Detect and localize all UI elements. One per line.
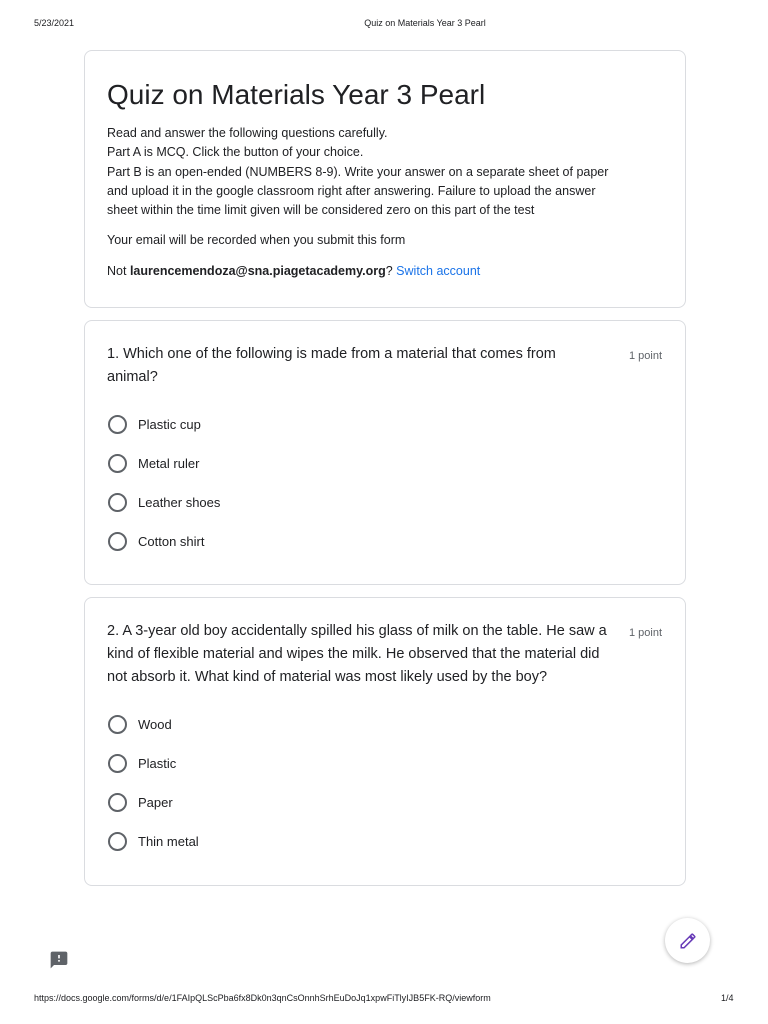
option-thin-metal[interactable] bbox=[107, 822, 663, 861]
switch-account-link[interactable]: Switch account bbox=[396, 264, 481, 279]
radio-button[interactable] bbox=[108, 832, 127, 851]
description-line: and upload it in the google classroom right after answering. Failure to upload the answer bbox=[107, 183, 596, 198]
option-metal-ruler[interactable] bbox=[107, 444, 663, 483]
option-label: Wood bbox=[138, 717, 172, 732]
option-label: Cotton shirt bbox=[138, 534, 205, 549]
page-number: 1/4 bbox=[721, 993, 734, 1003]
option-cotton-shirt[interactable] bbox=[107, 522, 663, 561]
option-plastic[interactable] bbox=[107, 744, 663, 783]
print-url: https://docs.google.com/forms/d/e/1FAIpQLScPba6fx8Dk0n3qnCsOnnhSrhEuDoJq1xpwFiTlyIJB5FK-RQ/viewform bbox=[34, 993, 491, 1003]
options-list bbox=[107, 705, 663, 861]
question-card-1 bbox=[84, 320, 686, 585]
option-label: Plastic cup bbox=[138, 417, 201, 432]
option-wood[interactable] bbox=[107, 705, 663, 744]
option-label: Leather shoes bbox=[138, 495, 221, 510]
print-header bbox=[0, 18, 768, 32]
option-label: Plastic bbox=[138, 756, 177, 771]
radio-button[interactable] bbox=[108, 793, 127, 812]
pencil-icon bbox=[679, 932, 697, 950]
radio-button[interactable] bbox=[108, 532, 127, 551]
print-date: 5/23/2021 bbox=[34, 18, 75, 28]
form-title: Quiz on Materials Year 3 Pearl bbox=[107, 79, 486, 110]
radio-button[interactable] bbox=[108, 454, 127, 473]
description-line: Part A is MCQ. Click the button of your choice. bbox=[107, 145, 364, 160]
radio-button[interactable] bbox=[108, 754, 127, 773]
option-label: Thin metal bbox=[138, 834, 199, 849]
option-label: Metal ruler bbox=[138, 456, 200, 471]
options-list bbox=[107, 405, 663, 561]
account-line bbox=[107, 262, 663, 281]
form-description bbox=[107, 124, 663, 220]
question-points: 1 point bbox=[628, 627, 662, 639]
question-points: 1 point bbox=[628, 350, 662, 362]
option-paper[interactable] bbox=[107, 783, 663, 822]
option-leather-shoes[interactable] bbox=[107, 483, 663, 522]
description-line: sheet within the time limit given will be considered zero on this part of the test bbox=[107, 203, 535, 218]
not-prefix: Not bbox=[107, 264, 130, 279]
feedback-button[interactable] bbox=[49, 950, 69, 970]
edit-button[interactable] bbox=[665, 918, 710, 963]
email-recorded-note: Your email will be recorded when you submit this form bbox=[107, 233, 406, 248]
radio-button[interactable] bbox=[108, 415, 127, 434]
description-line: Read and answer the following questions carefully. bbox=[107, 126, 388, 140]
description-line: Part B is an open-ended (NUMBERS 8-9). Write your answer on a separate sheet of paper bbox=[107, 164, 609, 179]
radio-button[interactable] bbox=[108, 493, 127, 512]
radio-button[interactable] bbox=[108, 715, 127, 734]
question-text: 1. Which one of the following is made from a material that comes from animal? bbox=[107, 346, 556, 385]
question-card-2 bbox=[84, 597, 686, 886]
user-email: laurencemendoza@sna.piagetacademy.org bbox=[129, 264, 386, 279]
print-title: Quiz on Materials Year 3 Pearl bbox=[364, 18, 486, 28]
form-header-card bbox=[84, 50, 686, 308]
option-label: Paper bbox=[138, 795, 173, 810]
question-mark: ? bbox=[385, 264, 393, 279]
feedback-icon bbox=[49, 950, 69, 970]
question-text: 2. A 3-year old boy accidentally spilled his glass of milk on the table. He saw a kind of flexible material and wipes the milk. He observed that the material did not absorb it. What kind of material was most likely used by the boy? bbox=[107, 623, 607, 685]
option-plastic-cup[interactable] bbox=[107, 405, 663, 444]
